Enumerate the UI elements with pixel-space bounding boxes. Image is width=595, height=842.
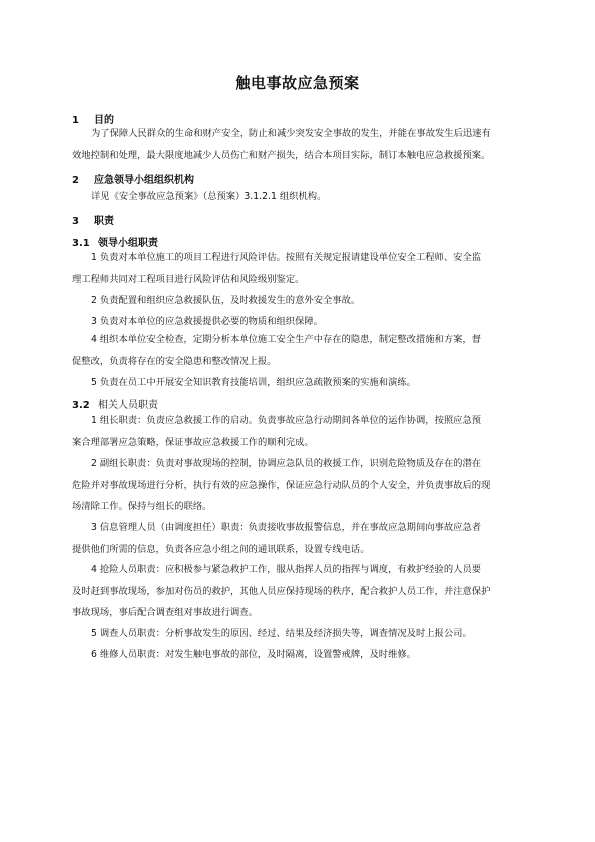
paragraph-line: 促整改，负责将存在的安全隐患和整改情况上报。 — [72, 355, 277, 367]
section-3-2-heading — [72, 396, 158, 411]
paragraph-line: 2 负责配置和组织应急救援队伍，及时救援发生的意外安全事故。 — [91, 295, 361, 306]
paragraph-line: 1 组长职责：负责应急救援工作的启动。负责事故应急行动期间各单位的运作协调，按照应急预 — [91, 415, 482, 426]
paragraph-line: 为了保障人民群众的生命和财产安全，防止和减少突发安全事故的发生，并能在事故发生后迅速有 — [91, 128, 491, 139]
paragraph-line: 5 调查人员职责：分析事故发生的原因、经过、结果及经济损失等，调查情况及时上报公司。 — [91, 628, 472, 639]
section-number: 3.1 — [72, 238, 90, 249]
paragraph-3-1-item-1 — [72, 247, 542, 290]
paragraph-3-1-item-4 — [72, 329, 542, 372]
paragraph-line: 场清除工作。保持与组长的联络。 — [72, 501, 212, 512]
section-title: 相关人员职责 — [98, 400, 158, 411]
paragraph-line: 理工程师共同对工程项目进行风险评估和风险级别鉴定。 — [72, 273, 305, 285]
paragraph-3-2-item-2 — [72, 453, 542, 518]
paragraph-line: 危险并对事故现场进行分析，执行有效的应急操作，保证应急行动队员的个人安全，并负责事故后的现 — [72, 479, 491, 491]
section-number: 1 — [72, 115, 79, 126]
section-number: 2 — [72, 175, 79, 186]
paragraph-line: 2 副组长职责：负责对事故现场的控制，协调应急队员的救援工作，识别危险物质及存在的潜在 — [91, 458, 482, 469]
paragraph-3-2-item-1 — [72, 410, 542, 453]
section-3-heading — [72, 212, 114, 227]
paragraph-line: 效地控制和处理，最大限度地减少人员伤亡和财产损失，结合本项目实际，制订本触电应急救援预案。 — [72, 149, 491, 161]
paragraph-line: 提供他们所需的信息，负责各应急小组之间的通讯联系，设置专线电话。 — [72, 543, 370, 555]
paragraph-purpose — [72, 123, 542, 166]
paragraph-line: 6 维修人员职责：对发生触电事故的部位，及时隔离，设置警戒牌，及时维修。 — [91, 649, 416, 660]
paragraph-line: 1 负责对本单位施工的项目工程进行风险评估。按照有关规定报请建设单位安全工程师、安全监 — [91, 252, 482, 263]
paragraph-line: 事故现场，事后配合调查组对事故进行调查。 — [72, 607, 258, 618]
paragraph-3-2-item-4 — [72, 559, 542, 624]
paragraph-line: 4 抢险人员职责：应积极参与紧急救护工作，服从指挥人员的指挥与调度，有救护经验的人员要 — [91, 564, 482, 575]
paragraph-3-1-item-2 — [72, 290, 542, 312]
section-title: 领导小组职责 — [98, 238, 158, 249]
section-title: 目的 — [94, 115, 114, 126]
paragraph-line: 及时赶到事故现场，参加对伤员的救护，其他人员应保持现场的秩序，配合救护人员工作，并注意保护 — [72, 585, 491, 597]
section-number: 3.2 — [72, 400, 90, 411]
paragraph-3-2-item-3 — [72, 517, 542, 560]
section-number: 3 — [72, 216, 79, 227]
paragraph-3-2-item-6 — [72, 644, 542, 666]
paragraph-line: 4 组织本单位安全检查，定期分析本单位施工安全生产中存在的隐患，制定整改措施和方案，督 — [91, 334, 482, 345]
section-title: 应急领导小组组织机构 — [94, 175, 194, 186]
paragraph-line: 3 信息管理人员（由调度担任）职责：负责接收事故报警信息，并在事故应急期间向事故应急者 — [91, 522, 482, 533]
paragraph-line: 详见《安全事故应急预案》（总预案）3.1.2.1 组织机构。 — [91, 191, 327, 202]
paragraph-3-1-item-5 — [72, 372, 542, 394]
paragraph-line: 5 负责在员工中开展安全知识教育技能培训，组织应急疏散预案的实施和演练。 — [91, 377, 416, 388]
paragraph-line: 3 负责对本单位的应急救援提供必要的物质和组织保障。 — [91, 316, 323, 327]
paragraph-org — [72, 186, 542, 208]
paragraph-line: 案合理部署应急策略，保证事故应急救援工作的顺利完成。 — [72, 436, 314, 448]
document-title: 触电事故应急预案 — [235, 74, 360, 92]
section-title: 职责 — [94, 216, 114, 227]
paragraph-3-2-item-5 — [72, 623, 542, 645]
section-2-heading — [72, 171, 194, 186]
